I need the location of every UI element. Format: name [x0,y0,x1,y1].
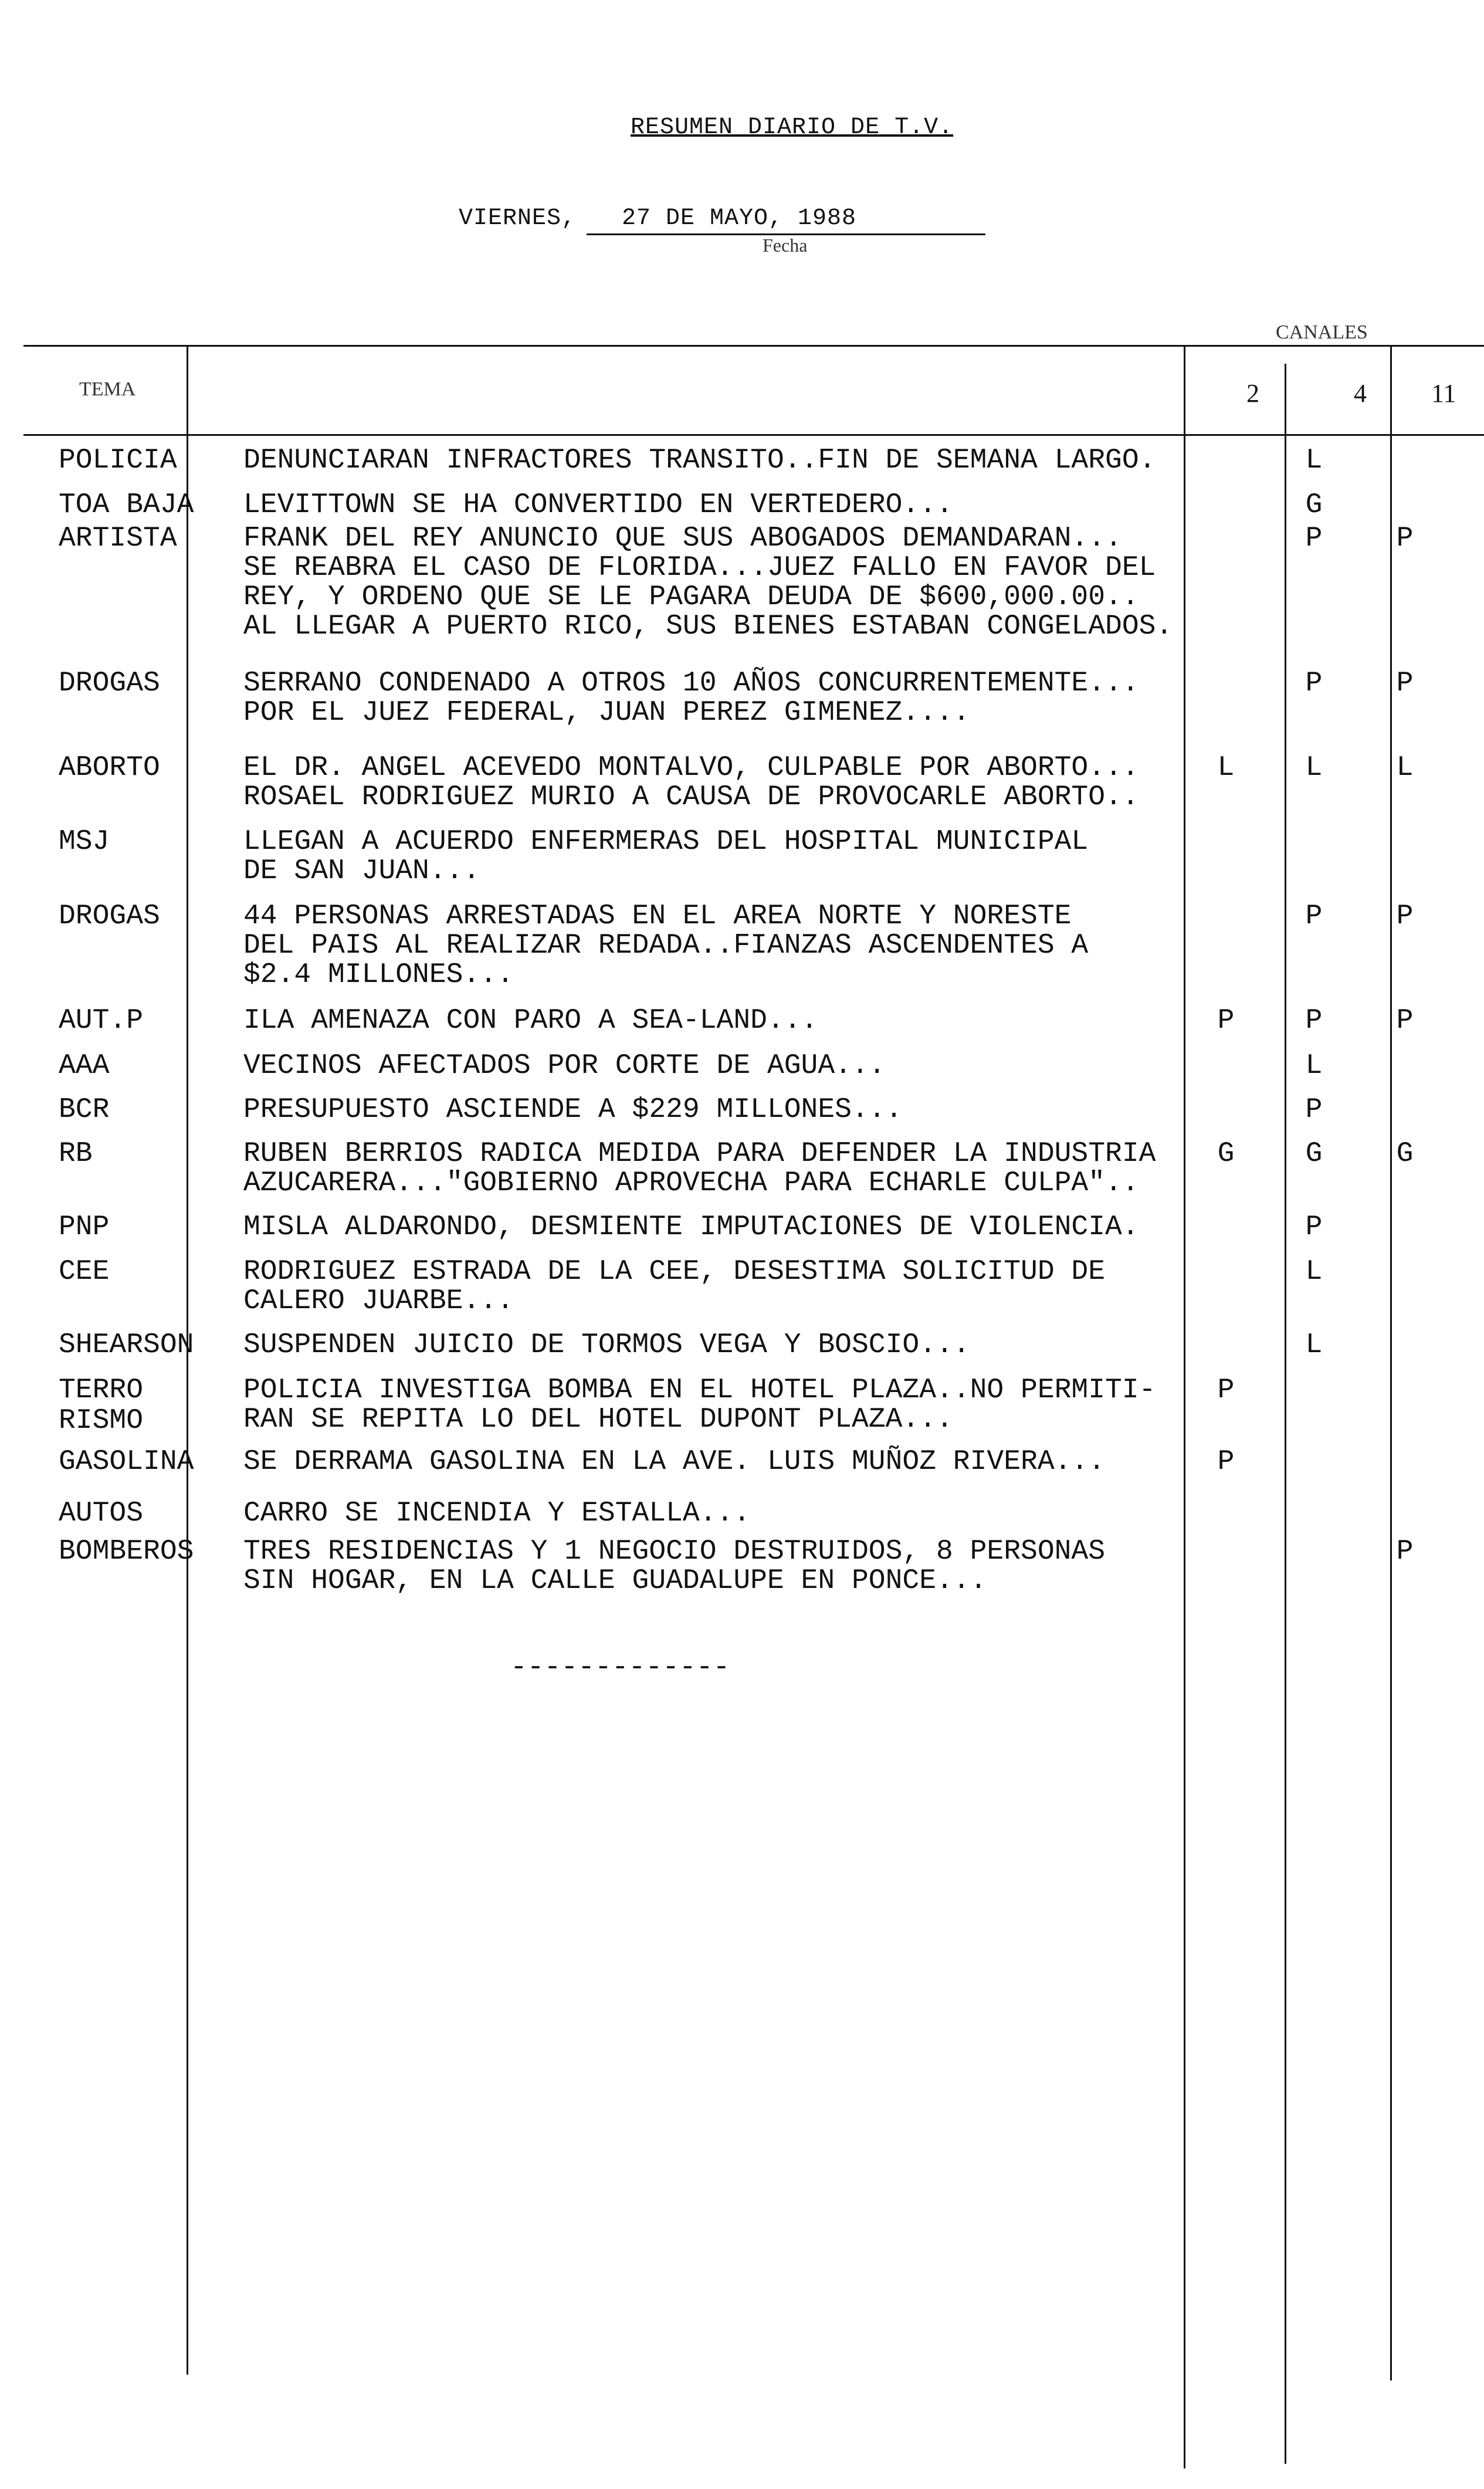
row-text-line: 44 PERSONAS ARRESTADAS EN EL AREA NORTE Y NORESTE [243,900,1072,932]
channel-4-header: 4 [1354,379,1367,408]
row-channel-2: P [1217,1374,1235,1406]
row-text-line: RODRIGUEZ ESTRADA DE LA CEE, DESESTIMA SOLICITUD DE [243,1256,1106,1288]
row-text-line: FRANK DEL REY ANUNCIO QUE SUS ABOGADOS DEMANDARAN... [243,523,1122,554]
row-text-line: RUBEN BERRIOS RADICA MEDIDA PARA DEFENDER LA INDUSTRIA [243,1138,1156,1170]
row-text-line: CALERO JUARBE... [243,1285,514,1317]
footer-separator: ------------- [510,1652,730,1684]
row-tema: AAA [59,1050,110,1082]
day-label: VIERNES, [459,205,577,232]
row-tema: RB [59,1138,93,1170]
row-text-line: ILA AMENAZA CON PARO A SEA-LAND... [243,1005,818,1037]
row-channel-2: G [1217,1138,1235,1170]
row-text-line: SE REABRA EL CASO DE FLORIDA...JUEZ FALLO EN FAVOR DEL [243,552,1156,584]
row-tema: GASOLINA [59,1446,194,1478]
row-channel-4: G [1305,489,1323,521]
row-text-line: POR EL JUEZ FEDERAL, JUAN PEREZ GIMENEZ.... [243,697,970,729]
row-channel-4: P [1305,668,1323,699]
header-bottom-rule [23,434,1484,436]
row-text-line: REY, Y ORDENO QUE SE LE PAGARA DEUDA DE $600,000.00.. [243,581,1139,613]
row-tema: BOMBEROS [59,1536,194,1567]
row-channel-4: L [1305,1050,1323,1082]
row-channel-4: P [1305,1211,1323,1243]
row-channel-11: P [1396,900,1414,932]
row-channel-4: L [1305,1256,1323,1288]
row-tema: TOA BAJA [59,489,194,521]
row-channel-11: P [1396,668,1414,699]
report-date: 27 DE MAYO, 1988 [622,205,857,232]
channel-4-column-rule [1390,345,1392,2380]
row-tema: SHEARSON [59,1329,194,1361]
row-tema: AUT.P [59,1005,144,1037]
channels-label: CANALES [1276,321,1368,343]
row-text-line: POLICIA INVESTIGA BOMBA EN EL HOTEL PLAZA..NO PERMITI- [243,1374,1156,1406]
row-channel-2: P [1217,1005,1235,1037]
page-title: RESUMEN DIARIO DE T.V. [631,114,954,141]
row-tema: DROGAS [59,668,160,699]
row-channel-4: L [1305,752,1323,784]
row-text-line: DEL PAIS AL REALIZAR REDADA..FIANZAS ASCENDENTES A [243,930,1089,961]
row-channel-4: P [1305,1005,1323,1037]
row-text-line: PRESUPUESTO ASCIENDE A $229 MILLONES... [243,1094,903,1126]
row-tema: AUTOS [59,1498,144,1529]
row-text-line: DENUNCIARAN INFRACTORES TRANSITO..FIN DE SEMANA LARGO. [243,445,1156,476]
row-text-line: $2.4 MILLONES... [243,959,514,991]
row-channel-11: G [1396,1138,1414,1170]
row-tema: CEE [59,1256,110,1288]
row-text-line: DE SAN JUAN... [243,855,480,887]
row-text-line: SE DERRAMA GASOLINA EN LA AVE. LUIS MUÑOZ RIVERA... [243,1446,1106,1478]
text-column-rule [1184,345,1185,2468]
row-text-line: TRES RESIDENCIAS Y 1 NEGOCIO DESTRUIDOS, 8 PERSONAS [243,1536,1106,1567]
row-channel-11: P [1396,1005,1414,1037]
row-tema: BCR [59,1094,110,1126]
row-tema: POLICIA [59,445,177,476]
row-channel-11: P [1396,1536,1414,1567]
row-tema: TERRO [59,1374,144,1406]
channel-2-column-rule [1285,364,1286,2464]
row-text-line: EL DR. ANGEL ACEVEDO MONTALVO, CULPABLE POR ABORTO... [243,752,1139,784]
row-text-line: SIN HOGAR, EN LA CALLE GUADALUPE EN PONCE... [243,1565,987,1597]
row-text-line: ROSAEL RODRIGUEZ MURIO A CAUSA DE PROVOCARLE ABORTO.. [243,781,1139,813]
row-text-line: VECINOS AFECTADOS POR CORTE DE AGUA... [243,1050,886,1082]
row-tema: PNP [59,1211,110,1243]
row-text-line: LEVITTOWN SE HA CONVERTIDO EN VERTEDERO... [243,489,953,521]
row-tema: ARTISTA [59,523,177,554]
row-text-line: MISLA ALDARONDO, DESMIENTE IMPUTACIONES DE VIOLENCIA. [243,1211,1139,1243]
row-text-line: SERRANO CONDENADO A OTROS 10 AÑOS CONCURRENTEMENTE... [243,668,1139,699]
date-caption: Fecha [763,235,808,256]
row-tema: RISMO [59,1405,144,1437]
row-channel-4: G [1305,1138,1323,1170]
row-text-line: CARRO SE INCENDIA Y ESTALLA... [243,1498,751,1529]
row-channel-4: L [1305,445,1323,476]
row-channel-11: P [1396,523,1414,554]
channel-11-header: 11 [1431,379,1456,408]
tema-label: TEMA [79,378,136,400]
row-text-line: SUSPENDEN JUICIO DE TORMOS VEGA Y BOSCIO... [243,1329,970,1361]
row-channel-2: L [1217,752,1235,784]
row-tema: MSJ [59,826,110,858]
row-channel-4: L [1305,1329,1323,1361]
row-channel-4: P [1305,1094,1323,1126]
row-channel-4: P [1305,900,1323,932]
row-text-line: LLEGAN A ACUERDO ENFERMERAS DEL HOSPITAL MUNICIPAL [243,826,1089,858]
row-tema: ABORTO [59,752,160,784]
row-channel-11: L [1396,752,1414,784]
row-channel-2: P [1217,1446,1235,1478]
row-channel-4: P [1305,523,1323,554]
header-top-rule [23,345,1484,347]
row-text-line: AZUCARERA..."GOBIERNO APROVECHA PARA ECHARLE CULPA".. [243,1167,1139,1199]
row-text-line: RAN SE REPITA LO DEL HOTEL DUPONT PLAZA... [243,1404,953,1435]
row-tema: DROGAS [59,900,160,932]
row-text-line: AL LLEGAR A PUERTO RICO, SUS BIENES ESTABAN CONGELADOS. [243,611,1173,642]
channel-2-header: 2 [1246,379,1259,408]
